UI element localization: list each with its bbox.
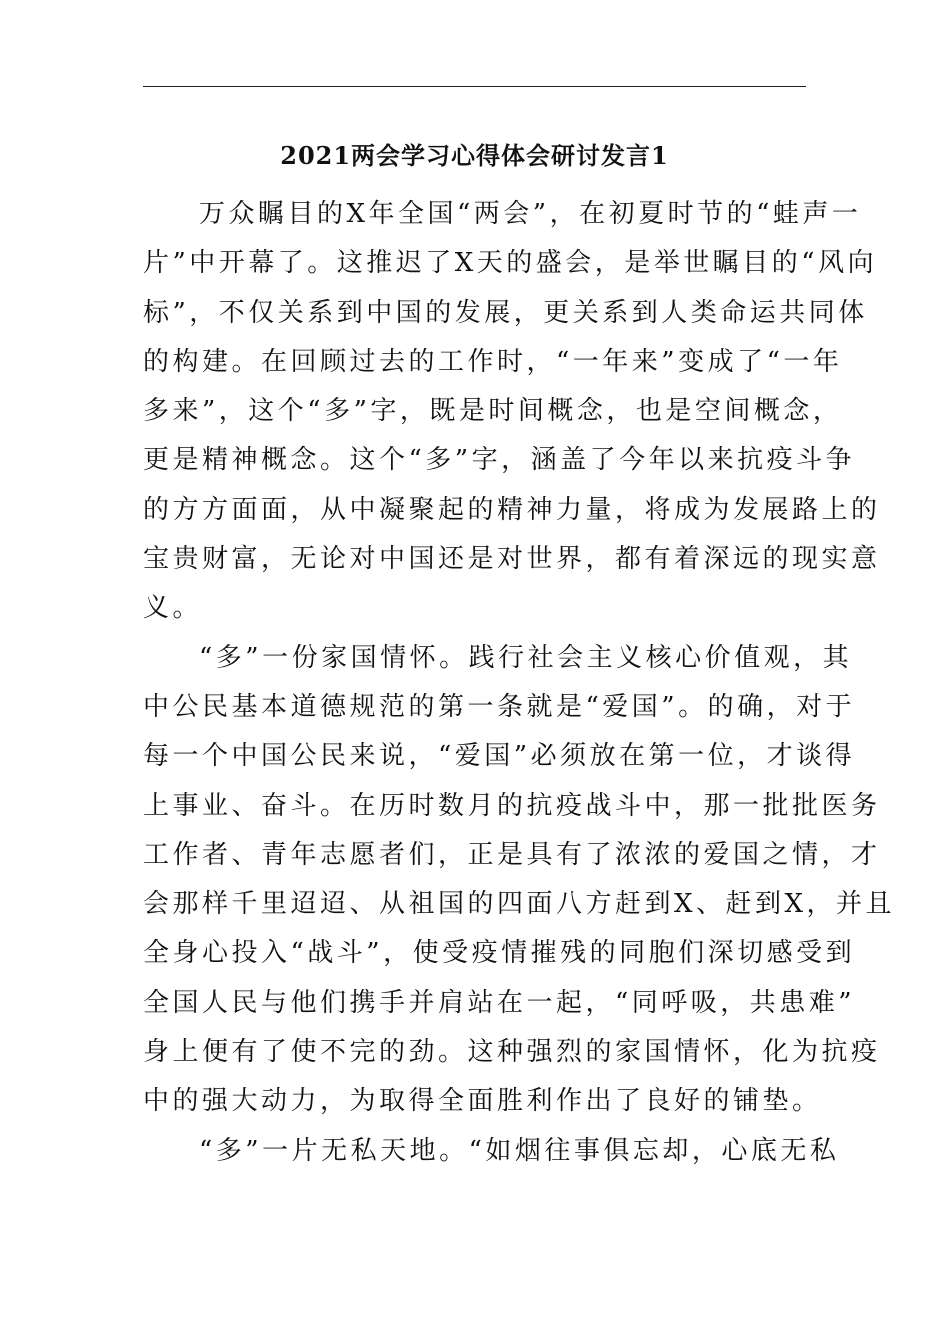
paragraph-line: 身上便有了使不完的劲。这种强烈的家国情怀，化为抗疫 (143, 1037, 881, 1068)
paragraph-2 (143, 634, 896, 1127)
paragraph-1 (143, 190, 881, 634)
paragraph-line: 宝贵财富，无论对中国还是对世界，都有着深远的现实意 (143, 544, 881, 575)
paragraph-line: “多”一片无私天地。“如烟往事俱忘却，心底无私 (199, 1135, 840, 1166)
paragraph-line: 义。 (143, 593, 203, 624)
paragraph-line: 万众瞩目的X年全国“两会”，在初夏时节的“蛙声一 (199, 199, 862, 229)
paragraph-line: 中的强大动力，为取得全面胜利作出了良好的铺垫。 (143, 1086, 822, 1117)
paragraph-line: 标”，不仅关系到中国的发展，更关系到人类命运共同体 (143, 297, 868, 328)
paragraph-line: 中公民基本道德规范的第一条就是“爱国”。的确，对于 (143, 691, 856, 722)
paragraph-line: 全国人民与他们携手并肩站在一起，“同呼吸，共患难” (143, 987, 856, 1018)
paragraph-line: 更是精神概念。这个“多”字，涵盖了今年以来抗疫斗争 (143, 445, 856, 476)
paragraph-3 (143, 1127, 840, 1176)
paragraph-line: 的方方面面，从中凝聚起的精神力量，将成为发展路上的 (143, 494, 881, 525)
paragraph-line: 多来”，这个“多”字，既是时间概念，也是空间概念， (143, 396, 843, 427)
paragraph-line: 的构建。在回顾过去的工作时，“一年来”变成了“一年 (143, 346, 843, 377)
paragraph-line: 每一个中国公民来说，“爱国”必须放在第一位，才谈得 (143, 741, 856, 772)
paragraph-line: 全身心投入“战斗”，使受疫情摧残的同胞们深切感受到 (143, 938, 856, 969)
paragraph-line: 上事业、奋斗。在历时数月的抗疫战斗中，那一批批医务 (143, 790, 881, 821)
document-title: 2021两会学习心得体会研讨发言1 (280, 141, 669, 170)
document-body (143, 190, 896, 1176)
paragraph-line: 片”中开幕了。这推迟了X天的盛会，是举世瞩目的“风向 (143, 248, 878, 279)
paragraph-line: 会那样千里迢迢、从祖国的四面八方赶到X、赶到X，并且 (143, 889, 896, 920)
paragraph-line: “多”一份家国情怀。践行社会主义核心价值观，其 (199, 642, 853, 673)
paragraph-line: 工作者、青年志愿者们，正是具有了浓浓的爱国之情，才 (143, 839, 881, 870)
header-rule (143, 86, 806, 87)
